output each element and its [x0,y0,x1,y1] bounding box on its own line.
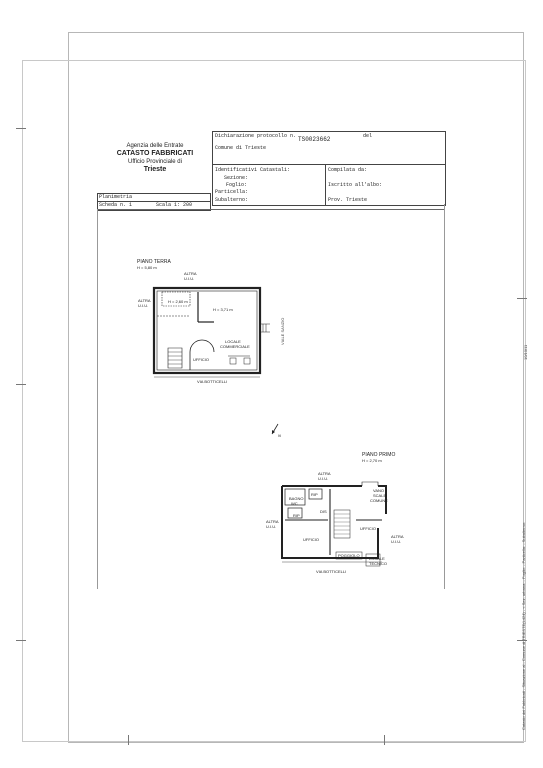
drawing-area-left [97,209,98,589]
ground-street-side: VIALE SANZIO [280,317,285,345]
tick-mark [16,640,26,641]
ground-mezzanine-height: H = 2,60 m [168,299,188,304]
tick-mark [384,735,385,745]
first-ufficio-left: UFFICIO [303,537,319,542]
ground-locale-1: LOCALE [225,339,241,344]
first-poggiolo-label: POGGIOLO [338,553,360,558]
planimetria-label: Planimetria [99,194,133,200]
tick-mark [517,298,527,299]
first-rip-top-label: RIP [311,492,318,497]
protocol-del: del [363,133,373,139]
subalterno-label: Subalterno: [215,197,249,203]
scheda-number: Scheda n. 1 [99,202,133,208]
ground-altra-top-1: ALTRA [184,271,197,276]
first-street: VIA BOTTICELLI [316,569,347,574]
agency-name: Agenzia delle Entrate [126,143,184,149]
first-altra-top-2: U.I.U. [318,476,329,481]
prov-label: Prov. Trieste [328,197,368,203]
catasto-title: CATASTO FABBRICATI [116,150,194,157]
ground-partition [190,340,214,370]
ground-floor-height: H = 5,80 m [137,265,157,270]
tick-mark [16,384,26,385]
first-floor-title: PIANO PRIMO [362,452,396,458]
north-arrow-icon [268,422,284,442]
foglio-label: Foglio: [226,182,248,188]
first-dis: DIS [320,509,327,514]
ground-ufficio: UFFICIO [193,357,209,362]
drawing-area [97,209,444,210]
side-small-code: 10/10/11 [523,344,528,360]
first-ufficio-right: UFFICIO [360,526,376,531]
particella-label: Particella: [215,189,249,195]
ground-altra-left-2: U.I.U. [138,303,149,308]
drawing-area-right [444,204,445,589]
iscritto-label: Iscritto all'albo: [328,182,383,188]
ground-main-height: H = 3,71 m [213,307,233,312]
first-altra-right-2: U.I.U. [391,539,402,544]
identificativi-label: Identificativi Catastali: [215,167,291,173]
ufficio-city: Trieste [143,166,167,173]
north-label: N [278,433,281,438]
agency-header [95,142,215,174]
tick-mark [128,735,129,745]
protocol-label: Dichiarazione protocollo n. [215,133,297,139]
ground-floor-title: PIANO TERRA [137,259,171,265]
first-bagno-1: BAGNO [289,496,304,501]
ufficio-label: Ufficio Provinciale di [128,159,182,165]
protocol-number: TS0023662 [298,136,331,143]
first-rip-mid-label: RIP [293,513,300,518]
first-vano-3: COMUNE [370,498,388,503]
first-locale-tecnico-2: TECNICO [369,561,387,566]
first-floor-height: H = 2,70 m [362,458,382,463]
first-locale-tecnico-1: LOCALE [369,556,385,561]
ground-floor-plan [150,278,275,383]
ground-street-bottom: VIA BOTTICELLI [197,379,228,384]
first-vano-1: VANO [373,488,385,493]
first-altra-top-1: ALTRA [318,471,331,476]
first-altra-left-1: ALTRA [266,519,279,524]
compilata-label: Compilata da: [328,167,368,173]
sezione-label: Sezione: [224,175,249,181]
ground-stair [168,348,182,368]
ground-altra-top-2: U.I.U. [184,276,195,281]
tick-mark [16,128,26,129]
first-altra-right-1: ALTRA [391,534,404,539]
scala-label: Scala 1: 200 [156,202,193,208]
first-altra-left-2: U.I.U. [266,524,277,529]
first-bagno-2: WC [291,501,298,506]
ground-locale-2: COMMERCIALE [220,344,250,349]
comune-label: Comune di Trieste [215,145,267,151]
ground-altra-left-1: ALTRA [138,298,151,303]
first-stair [334,510,350,538]
first-vano-2: SCALE [373,493,387,498]
side-caption: Catasto dei Fabbricati - Situazione al - Comune di TRIESTE(L424) - < Sez. urbana: - Foglio: - Particella: - Subalterno: [521,521,526,730]
